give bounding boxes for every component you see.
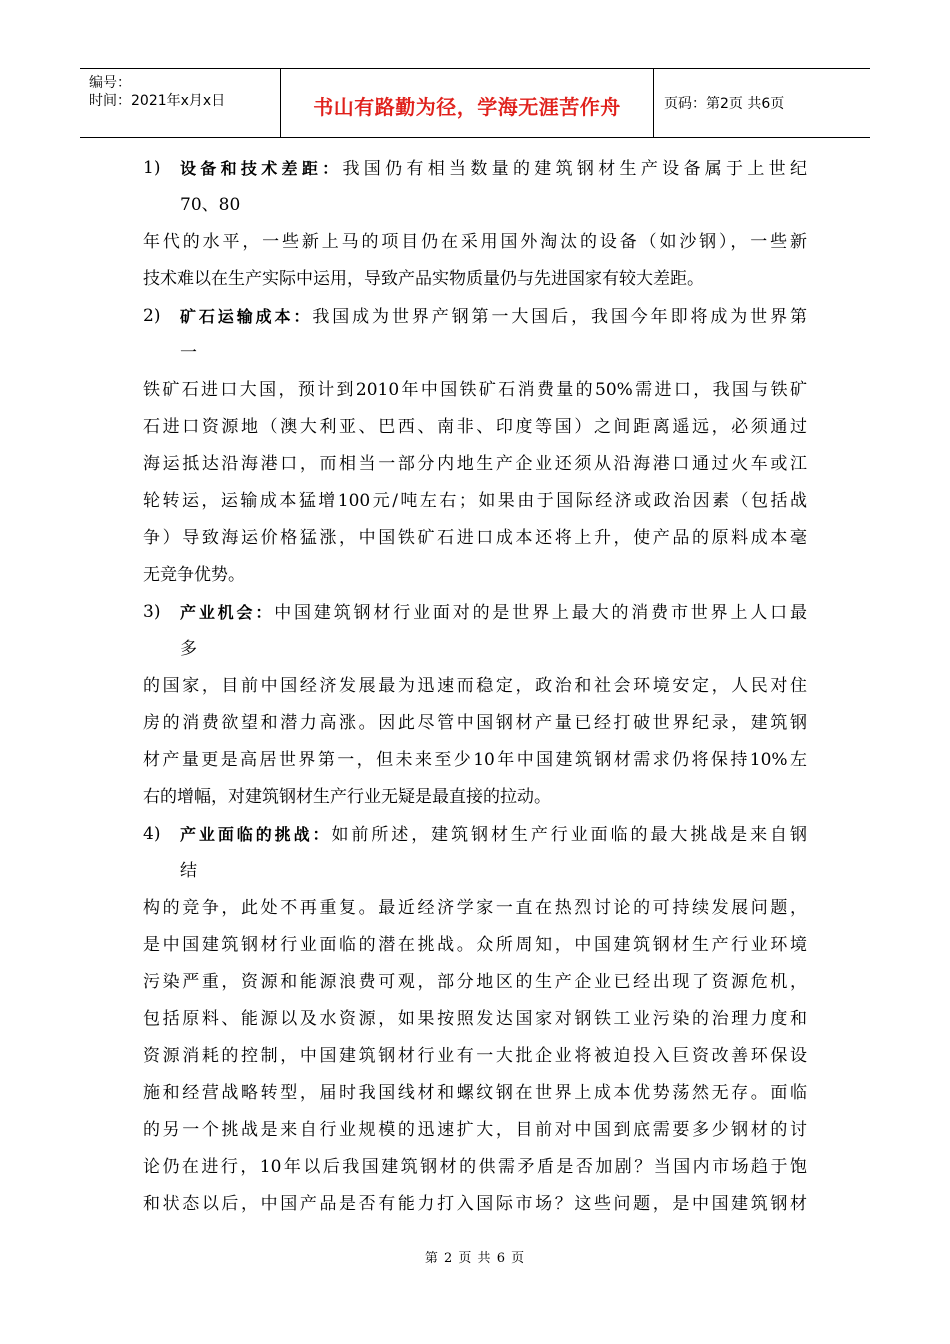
document-body <box>143 150 807 1223</box>
paragraph-line: 右的增幅，对建筑钢材生产行业无疑是最直接的拉动。 <box>143 787 551 807</box>
page-footer: 第 2 页 共 6 页 <box>424 1251 526 1266</box>
item-number: 1) <box>143 158 161 178</box>
header-meta-cell <box>80 69 281 137</box>
doc-time-label: 时间：2021年x月x日 <box>89 93 226 109</box>
paragraph-line: 房的消费欲望和潜力高涨。因此尽管中国钢材产量已经打破世界纪录，建筑钢 <box>143 713 807 733</box>
header-motto-cell <box>281 69 654 137</box>
item-first-line: 如前所述，建筑钢材生产行业面临的最大挑战是来自钢 <box>331 825 807 845</box>
page-header <box>80 68 870 138</box>
item-number: 3) <box>143 602 161 622</box>
paragraph-line: 技术难以在生产实际中运用，导致产品实物质量仍与先进国家有较大差距。 <box>143 269 704 289</box>
paragraph-line: 材产量更是高居世界第一，但未来至少10年中国建筑钢材需求仍将保持10%左 <box>143 750 807 770</box>
item-first-line: 中国建筑钢材行业面对的是世界上最大的消费市世界上人口最 <box>274 603 807 623</box>
paragraph-line: 施和经营战略转型，届时我国线材和螺纹钢在世界上成本优势荡然无存。面临 <box>143 1083 807 1103</box>
paragraph-line: 的国家，目前中国经济发展最为迅速而稳定，政治和社会环境安定，人民对住 <box>143 676 807 696</box>
item-continuation: 结 <box>180 861 197 881</box>
paragraph-line: 论仍在进行，10年以后我国建筑钢材的供需矛盾是否加剧？当国内市场趋于饱 <box>143 1157 807 1177</box>
item-continuation: 70、80 <box>180 195 241 215</box>
paragraph-line: 是中国建筑钢材行业面临的潜在挑战。众所周知，中国建筑钢材生产行业环境 <box>143 935 807 955</box>
item-continuation: 一 <box>180 343 197 363</box>
list-item <box>143 816 807 1223</box>
item-title: 设备和技术差距： <box>180 159 343 178</box>
paragraph-line: 包括原料、能源以及水资源，如果按照发达国家对钢铁工业污染的治理力度和 <box>143 1009 807 1029</box>
paragraph-line: 污染严重，资源和能源浪费可观，部分地区的生产企业已经出现了资源危机， <box>143 972 807 992</box>
item-continuation: 多 <box>180 639 197 659</box>
item-number: 4) <box>143 824 161 844</box>
header-page-cell <box>654 69 870 137</box>
header-motto: 书山有路勤为径，学海无涯苦作舟 <box>313 95 621 119</box>
paragraph-line: 石进口资源地（澳大利亚、巴西、南非、印度等国）之间距离遥远，必须通过 <box>143 417 807 437</box>
paragraph-line: 资源消耗的控制，中国建筑钢材行业有一大批企业将被迫投入巨资改善环保设 <box>143 1046 807 1066</box>
list-item <box>143 298 807 594</box>
item-title: 矿石运输成本： <box>180 307 313 326</box>
paragraph-line: 年代的水平，一些新上马的项目仍在采用国外淘汰的设备（如沙钢），一些新 <box>143 232 807 252</box>
list-item <box>143 150 807 298</box>
paragraph-line: 无竞争优势。 <box>143 565 245 585</box>
list-item <box>143 594 807 816</box>
item-first-line: 我国成为世界产钢第一大国后，我国今年即将成为世界第 <box>312 307 807 327</box>
header-page-number: 页码：第2页 共6页 <box>664 96 785 112</box>
item-first-line: 我国仍有相当数量的建筑钢材生产设备属于上世纪 <box>342 159 807 179</box>
paragraph-line: 海运抵达沿海港口，而相当一部分内地生产企业还须从沿海港口通过火车或江 <box>143 454 807 474</box>
paragraph-line: 轮转运，运输成本猛增100元/吨左右；如果由于国际经济或政治因素（包括战 <box>143 491 807 511</box>
paragraph-line: 争）导致海运价格猛涨，中国铁矿石进口成本还将上升，使产品的原料成本毫 <box>143 528 807 548</box>
doc-number-label: 编号： <box>89 75 131 91</box>
paragraph-line: 的另一个挑战是来自行业规模的迅速扩大，目前对中国到底需要多少钢材的讨 <box>143 1120 807 1140</box>
paragraph-line: 构的竞争，此处不再重复。最近经济学家一直在热烈讨论的可持续发展问题， <box>143 898 807 918</box>
paragraph-line: 铁矿石进口大国，预计到2010年中国铁矿石消费量的50%需进口，我国与铁矿 <box>143 380 807 400</box>
item-title: 产业机会： <box>180 603 275 622</box>
paragraph-line: 和状态以后，中国产品是否有能力打入国际市场？这些问题，是中国建筑钢材 <box>143 1194 807 1214</box>
item-number: 2) <box>143 306 161 326</box>
item-title: 产业面临的挑战： <box>180 825 332 844</box>
